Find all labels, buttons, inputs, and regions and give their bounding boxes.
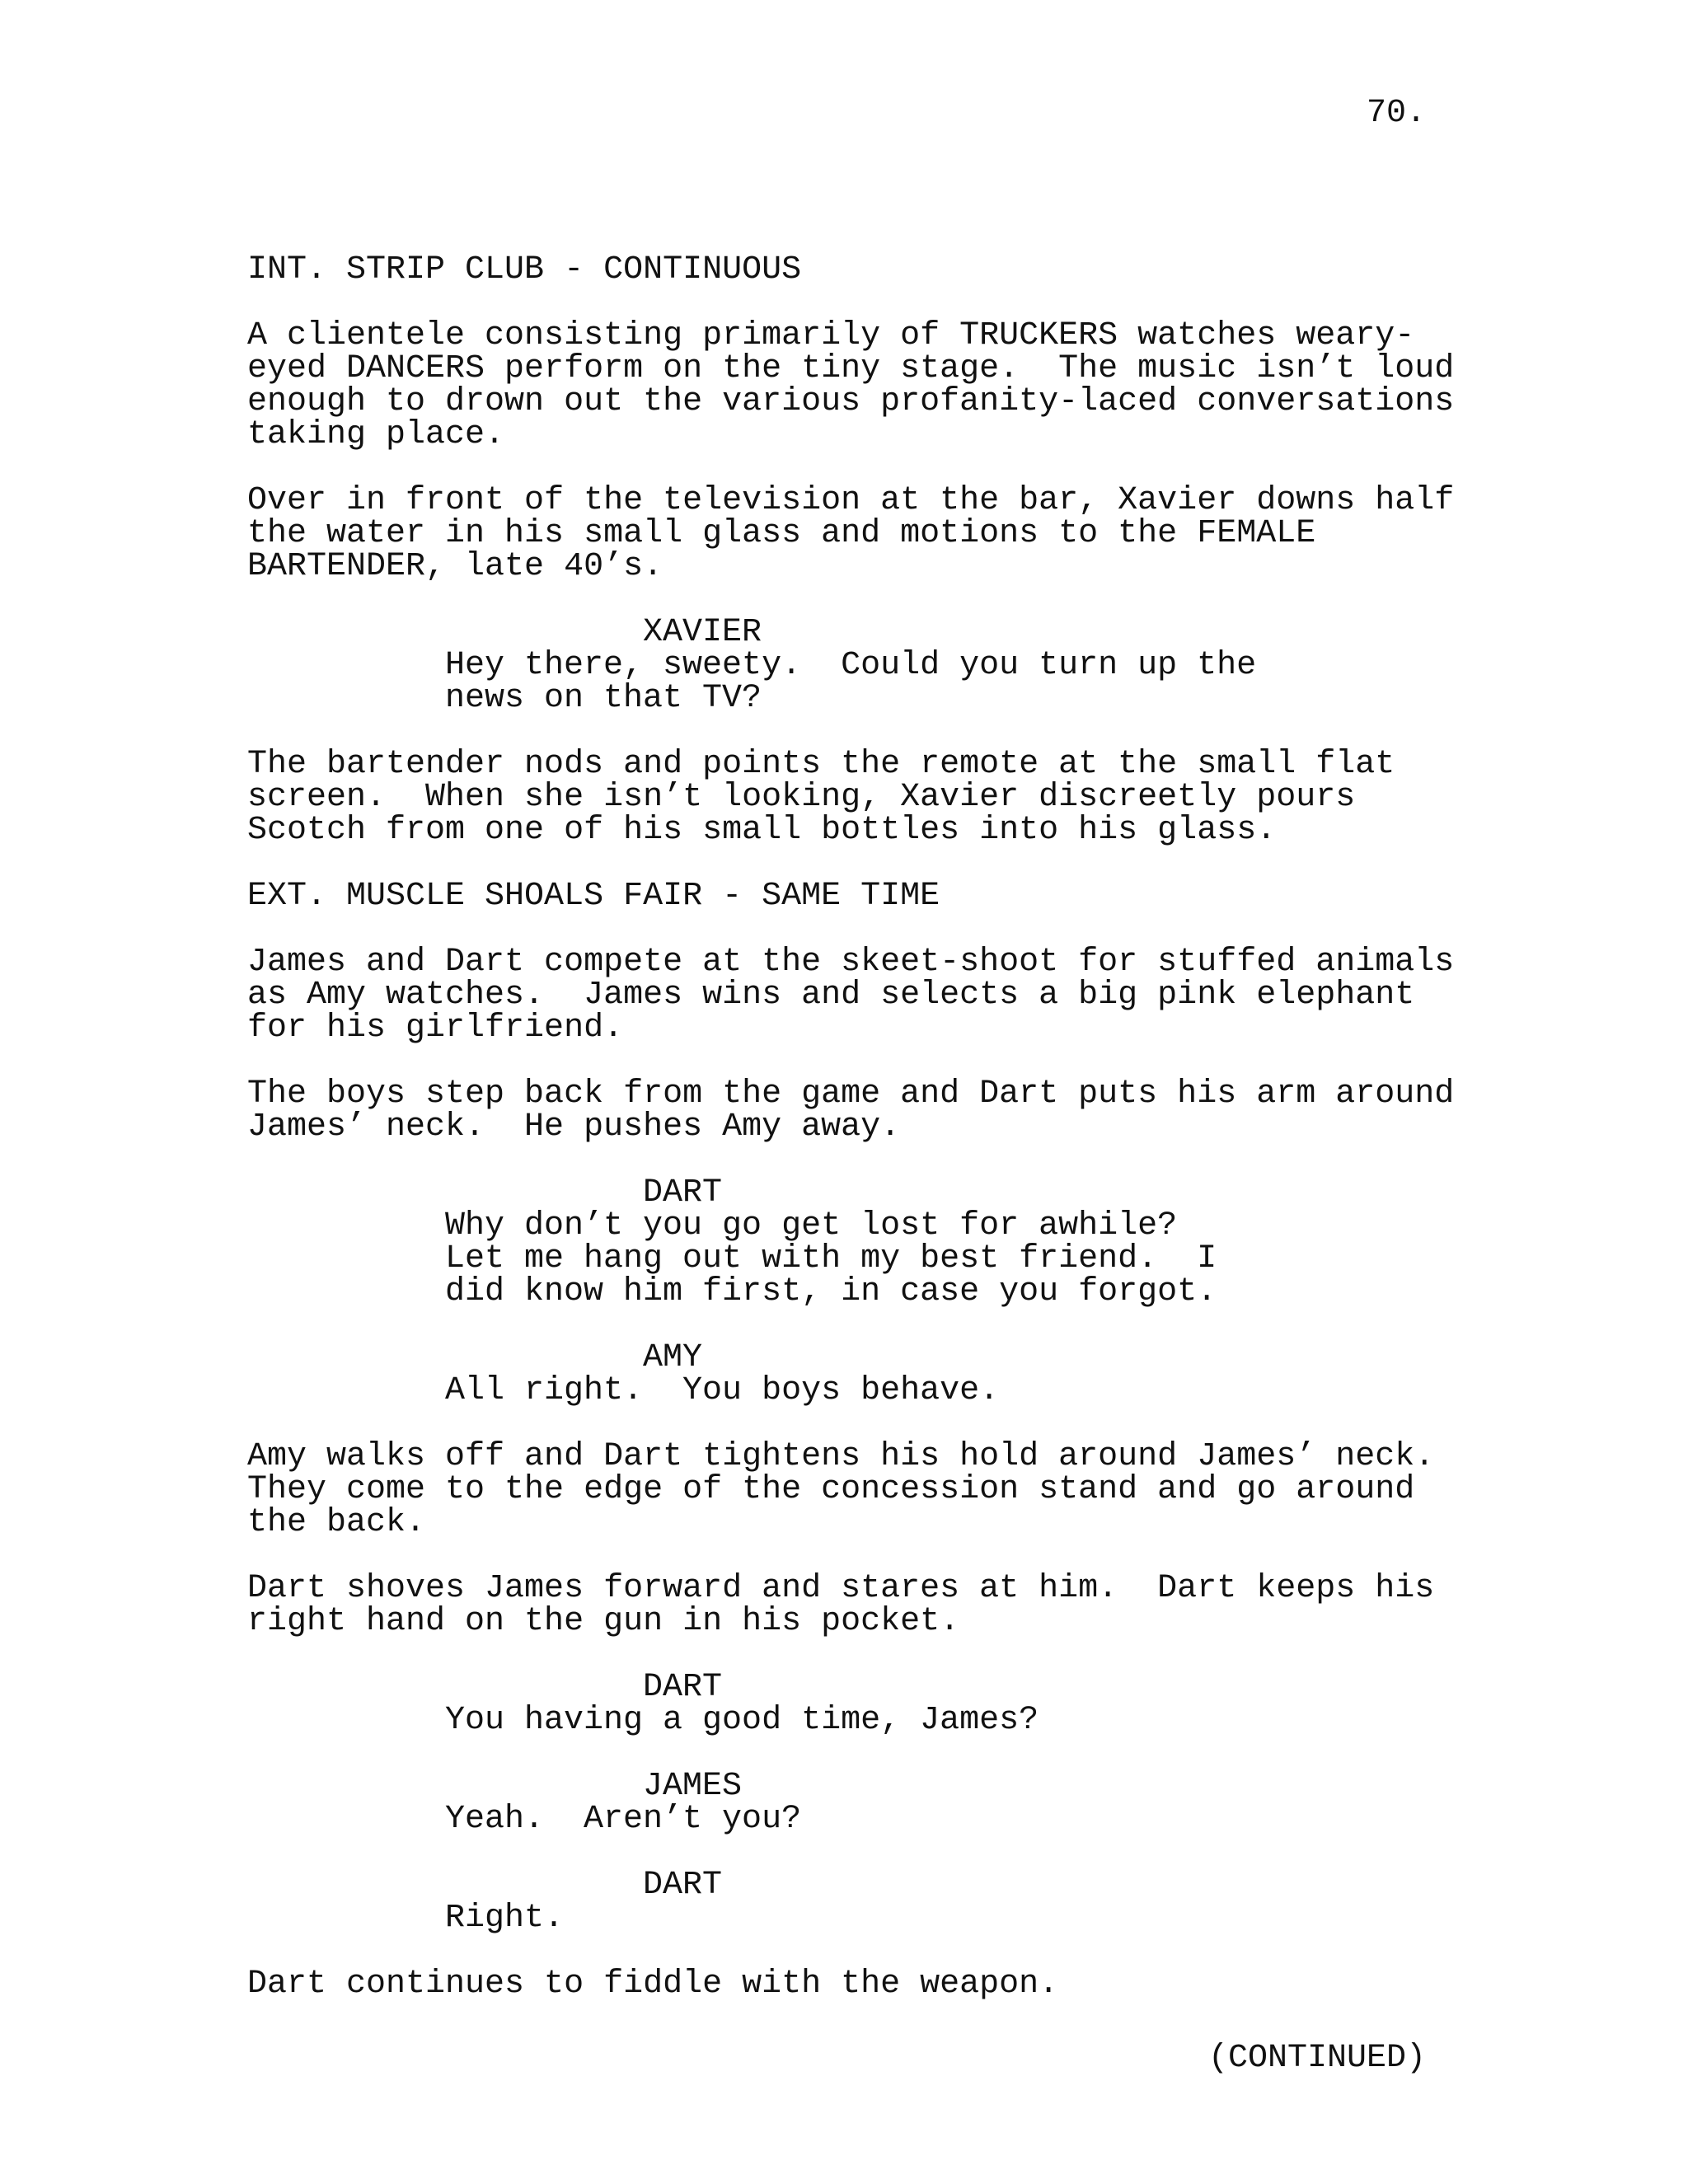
block-spacer (247, 1836, 1451, 1869)
script-line: All right. You boys behave. (445, 1372, 1000, 1409)
dialogue-block (247, 649, 1451, 715)
script-line: did know him first, in case you forgot. (445, 1273, 1217, 1310)
block-spacer (247, 1144, 1451, 1177)
script-line: for his girlfriend. (247, 1010, 624, 1047)
script-line: DART (643, 1669, 723, 1706)
script-line: XAVIER (643, 614, 762, 651)
action-paragraph (247, 317, 1455, 453)
script-line: the water in his small glass and motions to the FEMALE (247, 515, 1316, 552)
script-line: They come to the edge of the concession stand and go around (247, 1471, 1415, 1508)
action-paragraph (247, 1968, 1451, 2001)
script-line: Why don’t you go get lost for awhile? (445, 1207, 1178, 1244)
dialogue-block (247, 1902, 1451, 1935)
script-line: as Amy watches. James wins and selects a big pink elephant (247, 977, 1415, 1014)
script-line: EXT. MUSCLE SHOALS FAIR - SAME TIME (247, 878, 940, 915)
script-line: INT. STRIP CLUB - CONTINUOUS (247, 251, 802, 288)
script-line: enough to drown out the various profanity-laced conversations (247, 383, 1455, 420)
character-cue (247, 616, 1451, 649)
screenplay-body (247, 251, 1455, 2003)
script-line: DART (643, 1174, 723, 1212)
block-spacer (247, 583, 1451, 616)
block-spacer (247, 452, 1451, 485)
action-paragraph (247, 748, 1451, 847)
action-paragraph (247, 1076, 1455, 1146)
script-line: Let me hang out with my best friend. I (445, 1240, 1217, 1277)
character-cue (247, 1671, 1451, 1704)
block-spacer (247, 1408, 1451, 1441)
action-paragraph (247, 1572, 1451, 1638)
script-line: James and Dart compete at the skeet-shoot for stuffed animals (247, 944, 1455, 981)
block-spacer (247, 913, 1451, 946)
action-paragraph (247, 1438, 1451, 1541)
action-paragraph (247, 482, 1455, 585)
dialogue-block (247, 1704, 1451, 1737)
block-spacer (247, 1737, 1451, 1770)
character-cue (247, 1869, 1451, 1902)
script-line: DART (643, 1867, 723, 1904)
script-line: You having a good time, James? (445, 1702, 1039, 1739)
scene-heading (247, 880, 1451, 913)
script-line: The bartender nods and points the remote at the small flat (247, 746, 1395, 783)
script-line: eyed DANCERS perform on the tiny stage. The music isn’t loud (247, 350, 1455, 387)
block-spacer (247, 1045, 1451, 1078)
script-line: AMY (643, 1339, 703, 1376)
block-spacer (247, 287, 1451, 320)
character-cue (247, 1174, 1451, 1212)
script-line: screen. When she isn’t looking, Xavier discreetly pours (247, 779, 1356, 816)
script-line: JAMES (643, 1768, 743, 1805)
script-line: right hand on the gun in his pocket. (247, 1603, 960, 1640)
block-spacer (247, 1309, 1451, 1342)
continued-marker: (CONTINUED) (1207, 2040, 1426, 2077)
script-line: Hey there, sweety. Could you turn up the (445, 647, 1257, 684)
dialogue-block (247, 1803, 1451, 1836)
block-spacer (247, 1638, 1451, 1671)
block-spacer (247, 847, 1451, 880)
script-line: James’ neck. He pushes Amy away. (247, 1108, 901, 1146)
action-paragraph (247, 944, 1455, 1047)
script-line: the back. (247, 1504, 426, 1541)
character-cue (247, 1339, 1451, 1376)
script-line: Dart shoves James forward and stares at him. Dart keeps his (247, 1570, 1435, 1607)
scene-heading (247, 251, 1451, 288)
block-spacer (247, 1540, 1451, 1572)
script-line: Amy walks off and Dart tightens his hold around James’ neck. (247, 1438, 1435, 1475)
dialogue-block (247, 1207, 1451, 1310)
dialogue-block (247, 1372, 1451, 1409)
script-line: news on that TV? (445, 680, 762, 717)
character-cue (247, 1770, 1451, 1803)
script-line: The boys step back from the game and Dart puts his arm around (247, 1076, 1455, 1113)
script-line: A clientele consisting primarily of TRUCKERS watches weary- (247, 317, 1415, 354)
block-spacer (247, 715, 1451, 748)
script-line: Over in front of the television at the bar, Xavier downs half (247, 482, 1455, 519)
script-line: Right. (445, 1900, 565, 1937)
script-line: taking place. (247, 416, 505, 453)
script-line: Yeah. Aren’t you? (445, 1801, 802, 1838)
page-number: 70. (1366, 95, 1426, 132)
script-line: Dart continues to fiddle with the weapon. (247, 1966, 1059, 2003)
script-line: Scotch from one of his small bottles into his glass. (247, 812, 1277, 849)
script-line: BARTENDER, late 40’s. (247, 548, 663, 585)
block-spacer (247, 1935, 1451, 1968)
